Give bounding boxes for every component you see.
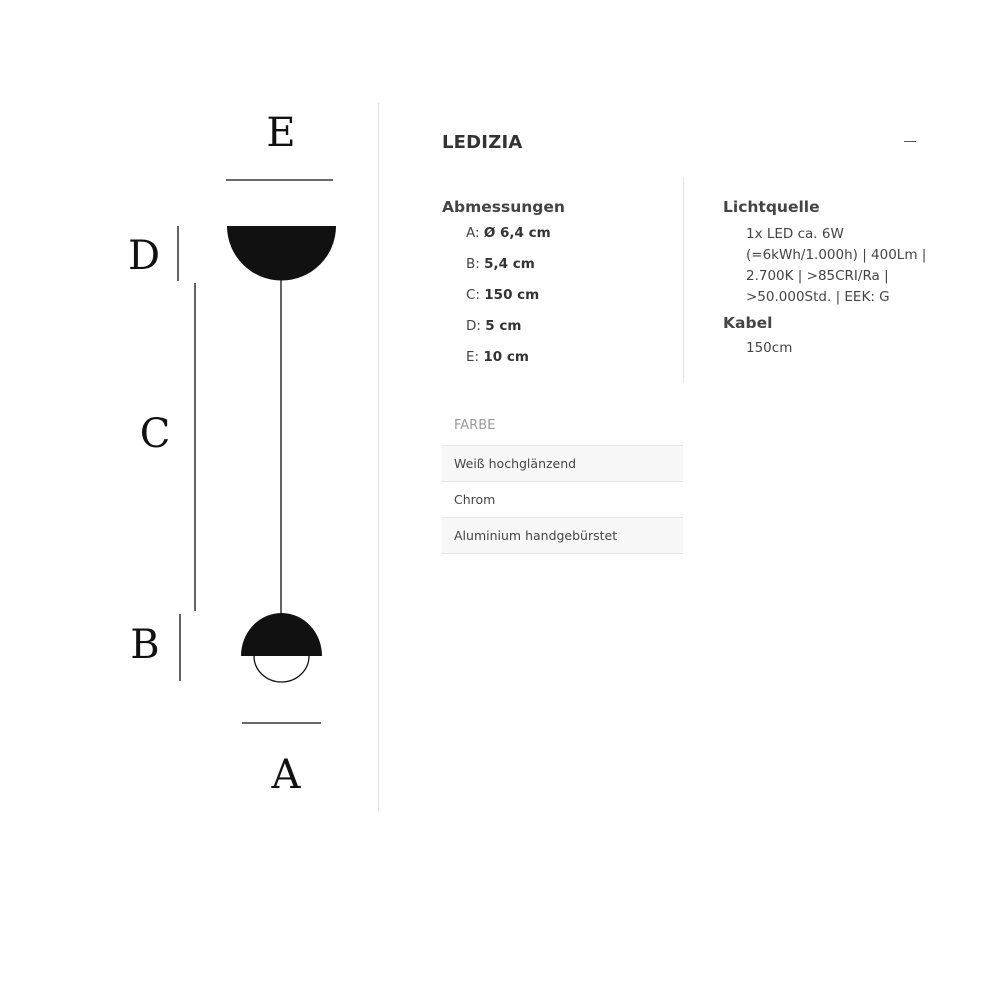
- label-c: C: [139, 411, 171, 457]
- color-options: [442, 410, 683, 554]
- column-divider: [378, 103, 379, 811]
- list-item: [466, 255, 551, 286]
- color-option-aluminium[interactable]: Aluminium handgebürstet: [442, 518, 683, 554]
- shade-shape: [241, 613, 322, 656]
- list-item: [466, 317, 551, 348]
- light-source-heading: Lichtquelle: [723, 198, 820, 216]
- dimension-value: 5,4 cm: [484, 256, 535, 272]
- dimension-value: 5 cm: [485, 318, 522, 334]
- dimension-value: 150 cm: [484, 287, 540, 303]
- canopy-shape: [227, 226, 336, 280]
- label-b: B: [130, 622, 160, 668]
- list-item: [466, 286, 551, 317]
- dimension-key: D:: [466, 318, 481, 334]
- light-source-text: 1x LED ca. 6W (=6kWh/1.000h) | 400Lm | 2.700K | >85CRI/Ra | >50.000Std. | EEK: G: [746, 226, 927, 305]
- product-title: LEDIZIA: [442, 132, 523, 153]
- bulb-shape: [254, 656, 309, 682]
- color-option-chrome[interactable]: Chrom: [442, 482, 683, 518]
- dimension-key: E:: [466, 349, 480, 365]
- cable-heading: Kabel: [723, 314, 773, 332]
- color-heading: FARBE: [442, 410, 683, 446]
- spec-divider: [683, 177, 684, 383]
- label-e: E: [266, 110, 296, 156]
- dimension-diagram: [0, 0, 380, 1000]
- label-a: A: [271, 752, 301, 798]
- dimension-key: B:: [466, 256, 480, 272]
- dimensions-heading: Abmessungen: [442, 198, 565, 216]
- list-item: [466, 348, 551, 379]
- dimension-key: C:: [466, 287, 480, 303]
- dimension-value: Ø 6,4 cm: [483, 225, 551, 241]
- list-item: [466, 224, 551, 255]
- label-d: D: [127, 233, 161, 279]
- minus-icon[interactable]: [902, 133, 918, 149]
- dimension-value: 10 cm: [483, 349, 529, 365]
- lamp-drawing: [0, 0, 380, 1000]
- cable-value: 150cm: [746, 340, 793, 356]
- dimensions-list: [466, 224, 551, 379]
- dimension-key: A:: [466, 225, 480, 241]
- color-option-white-gloss[interactable]: Weiß hochglänzend: [442, 446, 683, 482]
